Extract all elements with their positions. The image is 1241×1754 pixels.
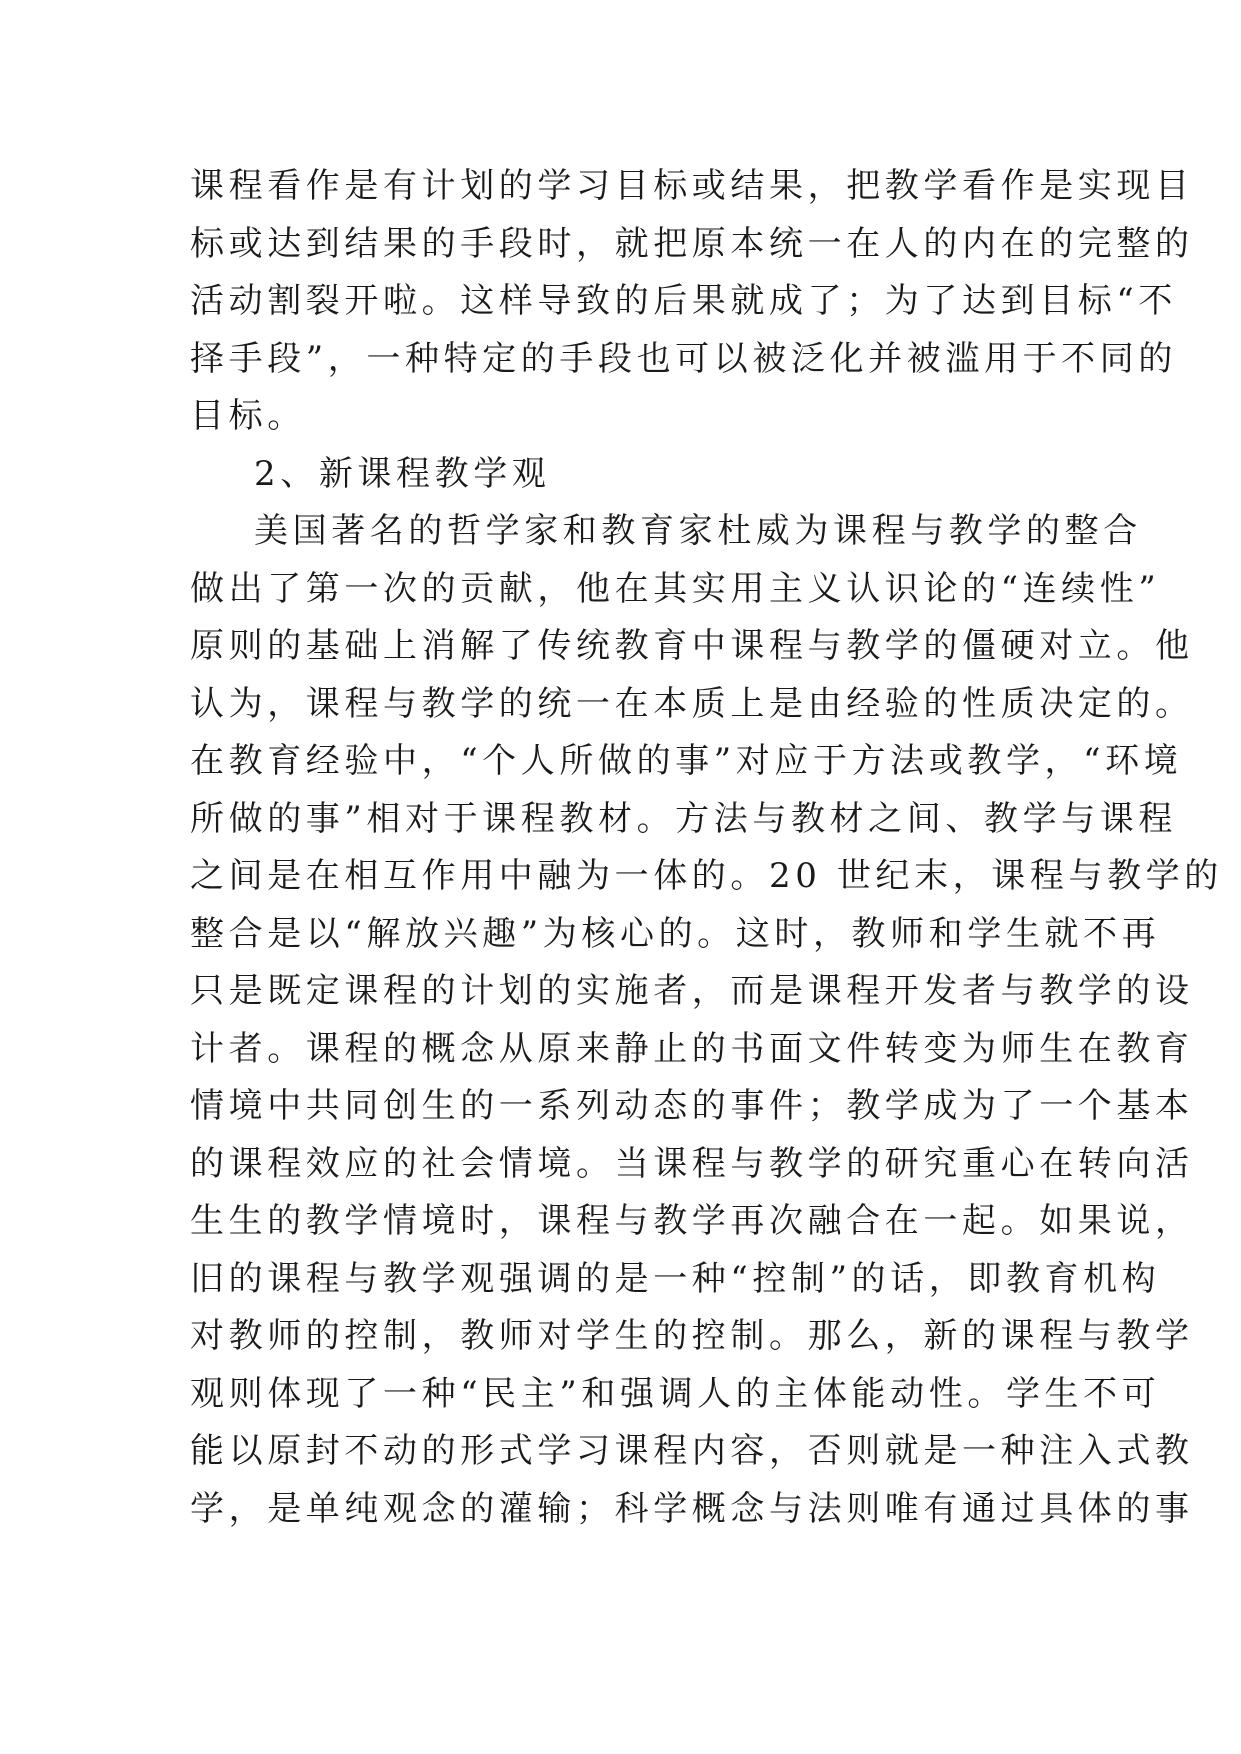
text-line: 只是既定课程的计划的实施者，而是课程开发者与教学的设 <box>190 971 1194 1011</box>
text-line: 标或达到结果的手段时，就把原本统一在人的内在的完整的 <box>190 223 1194 264</box>
text-line: 生生的教学情境时，课程与教学再次融合在一起。如果说， <box>190 1201 1194 1241</box>
text-line: 能以原封不动的形式学习课程内容，否则就是一种注入式教 <box>190 1431 1194 1471</box>
text-line: 学，是单纯观念的灌输；科学概念与法则唯有通过具体的事 <box>190 1488 1194 1529</box>
text-line: 活动割裂开啦。这样导致的后果就成了；为了达到目标“不 <box>190 281 1177 321</box>
section-paragraph <box>190 503 1223 1538</box>
text-line: 之间是在相互作用中融为一体的。20 世纪末，课程与教学的 <box>190 856 1223 896</box>
text-line: 课程看作是有计划的学习目标或结果，把教学看作是实现目 <box>190 166 1194 206</box>
body-text <box>190 158 1223 1538</box>
section-heading: 2、新课程教学观 <box>254 453 551 494</box>
text-line: 认为，课程与教学的统一在本质上是由经验的性质决定的。 <box>190 683 1194 724</box>
text-line: 择手段”，一种特定的手段也可以被泛化并被滥用于不同的 <box>190 338 1177 379</box>
text-line: 做出了第一次的贡献，他在其实用主义认识论的“连续性” <box>190 568 1161 609</box>
text-line: 原则的基础上消解了传统教育中课程与教学的僵硬对立。他 <box>190 626 1194 666</box>
text-line: 计者。课程的概念从原来静止的书面文件转变为师生在教育 <box>190 1028 1194 1069</box>
text-line: 的课程效应的社会情境。当课程与教学的研究重心在转向活 <box>190 1143 1194 1184</box>
text-line: 所做的事”相对于课程教材。方法与教材之间、教学与课程 <box>190 798 1177 839</box>
text-line: 目标。 <box>190 396 306 436</box>
text-line: 旧的课程与教学观强调的是一种“控制”的话，即教育机构 <box>190 1258 1161 1299</box>
text-line: 在教育经验中，“个人所做的事”对应于方法或教学，“环境 <box>190 741 1183 781</box>
text-line: 对教师的控制，教师对学生的控制。那么，新的课程与教学 <box>190 1316 1194 1356</box>
text-line: 美国著名的哲学家和教育家杜威为课程与教学的整合 <box>254 511 1142 551</box>
text-line: 情境中共同创生的一系列动态的事件；教学成为了一个基本 <box>190 1086 1194 1126</box>
continuation-paragraph <box>190 158 1194 446</box>
text-line: 整合是以“解放兴趣”为核心的。这时，教师和学生就不再 <box>190 913 1161 954</box>
text-line: 观则体现了一种“民主”和强调人的主体能动性。学生不可 <box>190 1373 1161 1414</box>
